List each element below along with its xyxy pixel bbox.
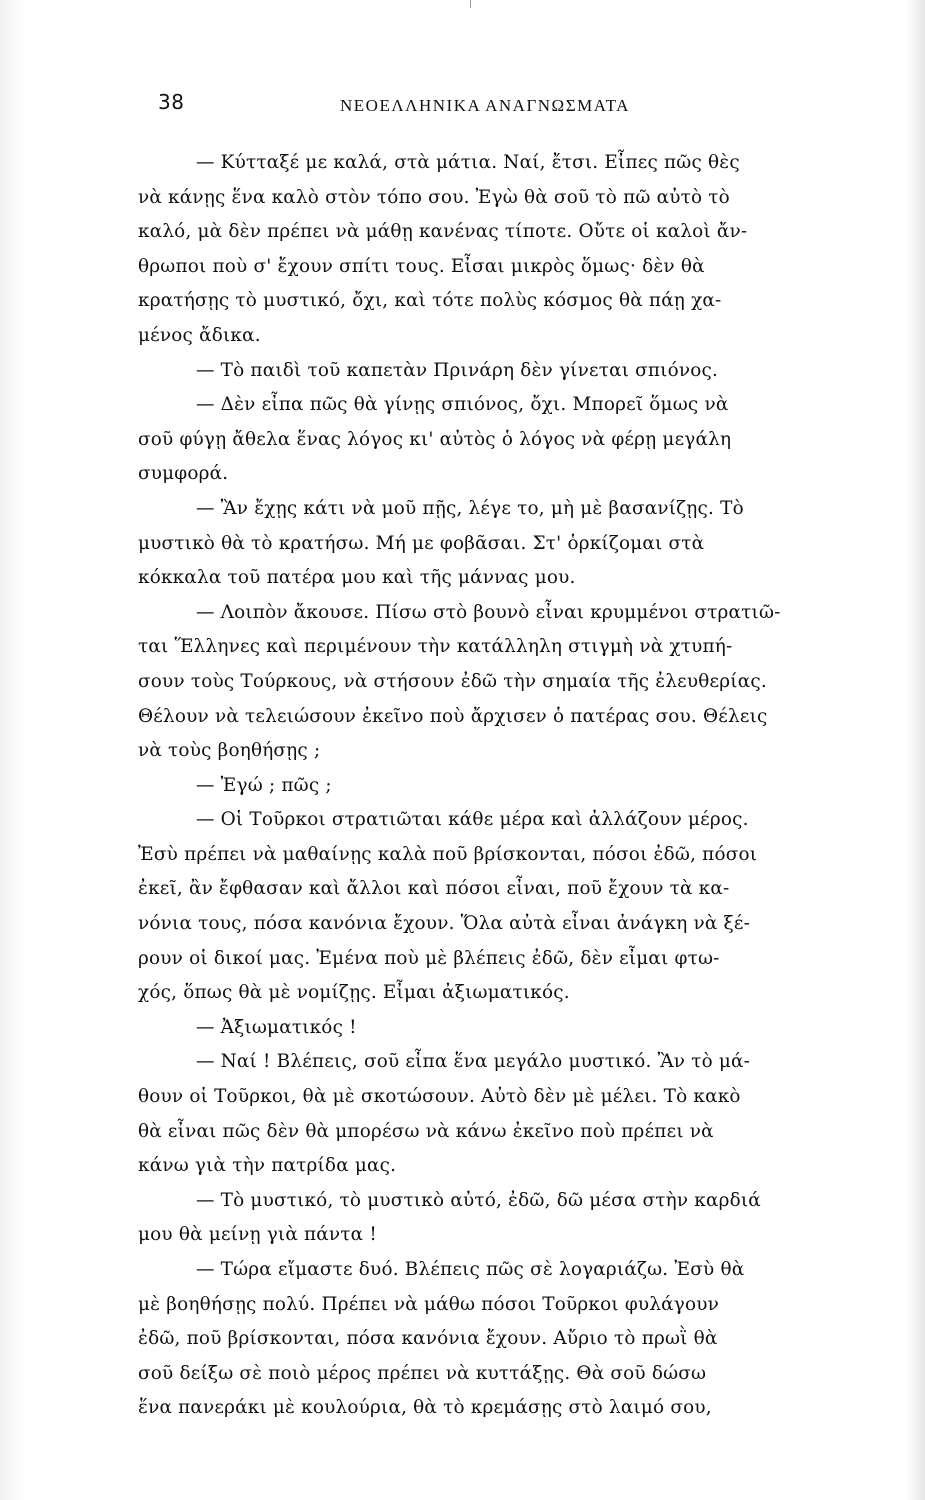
text-line: ρουν οἱ δικοί μας. Ἐμένα ποὺ μὲ βλέπεις ἐδῶ, δὲν εἶμαι φτω-	[138, 947, 720, 969]
text-line: Ἐσὺ πρέπει νὰ μαθαίνῃς καλὰ ποῦ βρίσκονται, πόσοι ἐδῶ, πόσοι	[138, 843, 758, 865]
fold-mark	[470, 0, 471, 8]
text-line: σουν τοὺς Τούρκους, νὰ στήσουν ἐδῶ τὴν σημαία τῆς ἐλευθερίας.	[138, 670, 767, 692]
text-line: κρατήσῃς τὸ μυστικό, ὄχι, καὶ τότε πολὺς κόσμος θὰ πάῃ χα-	[138, 290, 722, 312]
text-line: κάνω γιὰ τὴν πατρίδα μας.	[138, 1155, 397, 1177]
text-line: Θέλουν νὰ τελειώσουν ἐκεῖνο ποὺ ἄρχισεν ὁ πατέρας σου. Θέλεις	[138, 705, 768, 727]
text-line: μου θὰ μείνῃ γιὰ πάντα !	[138, 1224, 377, 1246]
text-line: μυστικὸ θὰ τὸ κρατήσω. Μή με φοβᾶσαι. Στ' ὁρκίζομαι στὰ	[138, 532, 705, 554]
page-header	[0, 90, 925, 130]
text-line: θὰ εἶναι πῶς δὲν θὰ μπορέσω νὰ κάνω ἐκεῖνο ποὺ πρέπει νὰ	[138, 1120, 714, 1142]
text-line: ἕνα πανεράκι μὲ κουλούρια, θὰ τὸ κρεμάσῃς στὸ λαιμό σου,	[138, 1397, 712, 1419]
text-line: νὰ τοὺς βοηθήσῃς ;	[138, 740, 321, 762]
text-line: — Οἱ Τοῦρκοι στρατιῶται κάθε μέρα καὶ ἀλλάζουν μέρος.	[196, 809, 749, 831]
text-line: συμφορά.	[138, 463, 229, 485]
text-line: μὲ βοηθήσῃς πολύ. Πρέπει νὰ μάθω πόσοι Τοῦρκοι φυλάγουν	[138, 1293, 720, 1315]
text-line: — Ἀξιωματικός !	[196, 1016, 357, 1038]
text-line: — Τὸ μυστικό, τὸ μυστικὸ αὐτό, ἐδῶ, δῶ μέσα στὴν καρδιά	[196, 1189, 761, 1211]
text-line: σοῦ δείξω σὲ ποιὸ μέρος πρέπει νὰ κυττάξῃς. Θὰ σοῦ δώσω	[138, 1362, 707, 1384]
text-line: ἐδῶ, ποῦ βρίσκονται, πόσα κανόνια ἔχουν. Αὔριο τὸ πρωῒ θὰ	[138, 1328, 718, 1350]
text-line: — Τώρα εἴμαστε δυό. Βλέπεις πῶς σὲ λογαριάζω. Ἐσὺ θὰ	[196, 1259, 745, 1280]
text-line: — Ναί ! Βλέπεις, σοῦ εἶπα ἕνα μεγάλο μυστικό. Ἂν τὸ μά-	[196, 1051, 751, 1073]
text-line: — Τὸ παιδὶ τοῦ καπετὰν Πρινάρη δὲν γίνεται σπιόνος.	[196, 359, 719, 381]
text-line: — Λοιπὸν ἄκουσε. Πίσω στὸ βουνὸ εἶναι κρυμμένοι στρατιῶ-	[196, 601, 781, 623]
text-line: θουν οἱ Τοῦρκοι, θὰ μὲ σκοτώσουν. Αὐτὸ δὲν μὲ μέλει. Τὸ κακὸ	[138, 1086, 741, 1108]
text-line: θρωποι ποὺ σ' ἔχουν σπίτι τους. Εἶσαι μικρὸς ὅμως· δὲν θὰ	[138, 255, 705, 277]
text-line: — Δὲν εἶπα πῶς θὰ γίνῃς σπιόνος, ὄχι. Μπορεῖ ὅμως νὰ	[196, 394, 729, 416]
text-line: καλό, μὰ δὲν πρέπει νὰ μάθῃ κανένας τίποτε. Οὔτε οἱ καλοὶ ἄν-	[138, 221, 748, 243]
text-line: νόνια τους, πόσα κανόνια ἔχουν. Ὅλα αὐτὰ εἶναι ἀνάγκη νὰ ξέ-	[138, 913, 751, 935]
body-text	[138, 146, 878, 1426]
page-number: 38	[158, 90, 185, 114]
text-line: μένος ἄδικα.	[138, 324, 261, 346]
text-line: νὰ κάνῃς ἕνα καλὸ στὸν τόπο σου. Ἐγὼ θὰ σοῦ τὸ πῶ αὐτὸ τὸ	[138, 186, 730, 208]
text-line: — Κύτταξέ με καλά, στὰ μάτια. Ναί, ἔτσι. Εἶπες πῶς θὲς	[196, 152, 740, 173]
text-line: κόκκαλα τοῦ πατέρα μου καὶ τῆς μάννας μου.	[138, 567, 576, 589]
text-line: — Ἂν ἔχῃς κάτι νὰ μοῦ πῇς, λέγε το, μὴ μὲ βασανίζῃς. Τὸ	[196, 497, 744, 519]
text-line: σοῦ φύγῃ ἄθελα ἕνας λόγος κι' αὐτὸς ὁ λόγος νὰ φέρῃ μεγάλη	[138, 428, 732, 450]
text-line: — Ἐγώ ; πῶς ;	[196, 774, 332, 796]
text-line: ἐκεῖ, ἂν ἔφθασαν καὶ ἄλλοι καὶ πόσοι εἶναι, ποῦ ἔχουν τὰ κα-	[138, 878, 730, 900]
running-title: ΝΕΟΕΛΛΗΝΙΚΑ ΑΝΑΓΝΩΣΜΑΤΑ	[340, 96, 630, 115]
text-line: ται Ἕλληνες καὶ περιμένουν τὴν κατάλληλη στιγμὴ νὰ χτυπή-	[138, 636, 733, 658]
text-line: χός, ὅπως θὰ μὲ νομίζῃς. Εἶμαι ἀξιωματικός.	[138, 982, 570, 1004]
